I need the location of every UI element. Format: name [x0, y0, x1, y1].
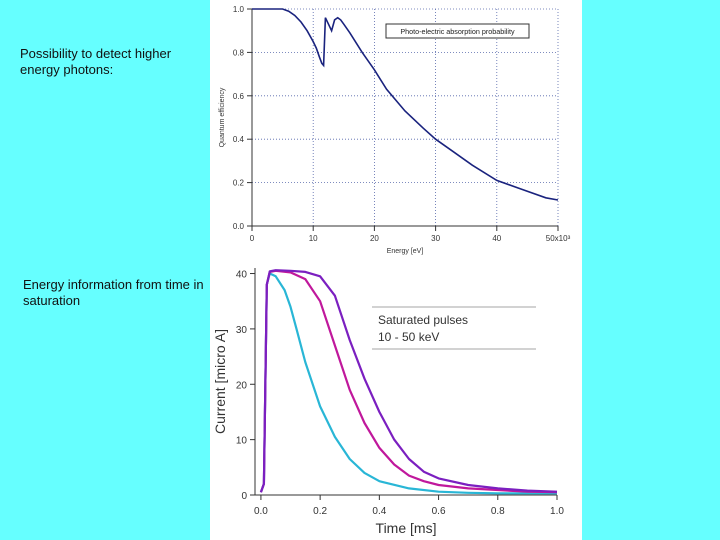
pulse-y-tick-label: 0 — [241, 491, 247, 502]
pulse-x-tick-label: 0.2 — [313, 506, 328, 517]
qe-y-tick-label: 0.0 — [232, 222, 244, 231]
pulse-x-tick-label: 0.4 — [372, 506, 387, 517]
qe-y-tick-label: 1.0 — [232, 5, 244, 14]
pulse-annotation-line: 10 - 50 keV — [378, 330, 440, 344]
qe-x-tick-label: 50x10³ — [545, 234, 571, 243]
quantum-efficiency-chart — [210, 0, 582, 265]
qe-x-tick-label: 0 — [249, 234, 255, 243]
qe-x-tick-label: 20 — [369, 234, 379, 243]
pulse-y-axis-label: Current [micro A] — [212, 328, 228, 435]
pulse-annotation-line: Saturated pulses — [378, 313, 469, 327]
qe-y-axis-label: Quantum efficiency — [219, 87, 226, 148]
pulse-x-tick-label: 0.6 — [431, 506, 446, 517]
pulse-y-tick-label: 20 — [235, 380, 247, 392]
qe-y-tick-label: 0.2 — [232, 178, 244, 188]
qe-x-tick-label: 30 — [431, 234, 441, 243]
pulse-y-tick-label: 30 — [235, 324, 247, 336]
note-energy-from-saturation: Energy information from time in saturation — [23, 277, 204, 308]
qe-y-tick-label: 0.8 — [232, 48, 244, 58]
pulse-y-tick-label: 10 — [235, 435, 247, 447]
qe-legend-text: Photo-electric absorption probability — [400, 27, 515, 36]
pulse-y-tick-label: 40 — [235, 269, 247, 281]
pulse-x-tick-label: 0.8 — [490, 506, 505, 517]
qe-x-tick-label: 40 — [492, 234, 502, 243]
qe-y-tick-label: 0.6 — [232, 91, 244, 101]
qe-x-tick-label: 10 — [308, 234, 318, 243]
pulse-x-axis-label: Time [ms] — [375, 520, 437, 536]
qe-x-axis-label: Energy [eV] — [386, 248, 424, 255]
note-detect-higher-energy: Possibility to detect higher energy photons: — [20, 46, 172, 77]
qe-y-tick-label: 0.4 — [232, 135, 244, 145]
pulse-x-tick-label: 0.0 — [253, 506, 268, 517]
pulse-x-tick-label: 1.0 — [550, 506, 564, 517]
saturated-pulses-chart — [210, 265, 582, 540]
pulse-curve-pulse_50keV — [261, 270, 557, 492]
